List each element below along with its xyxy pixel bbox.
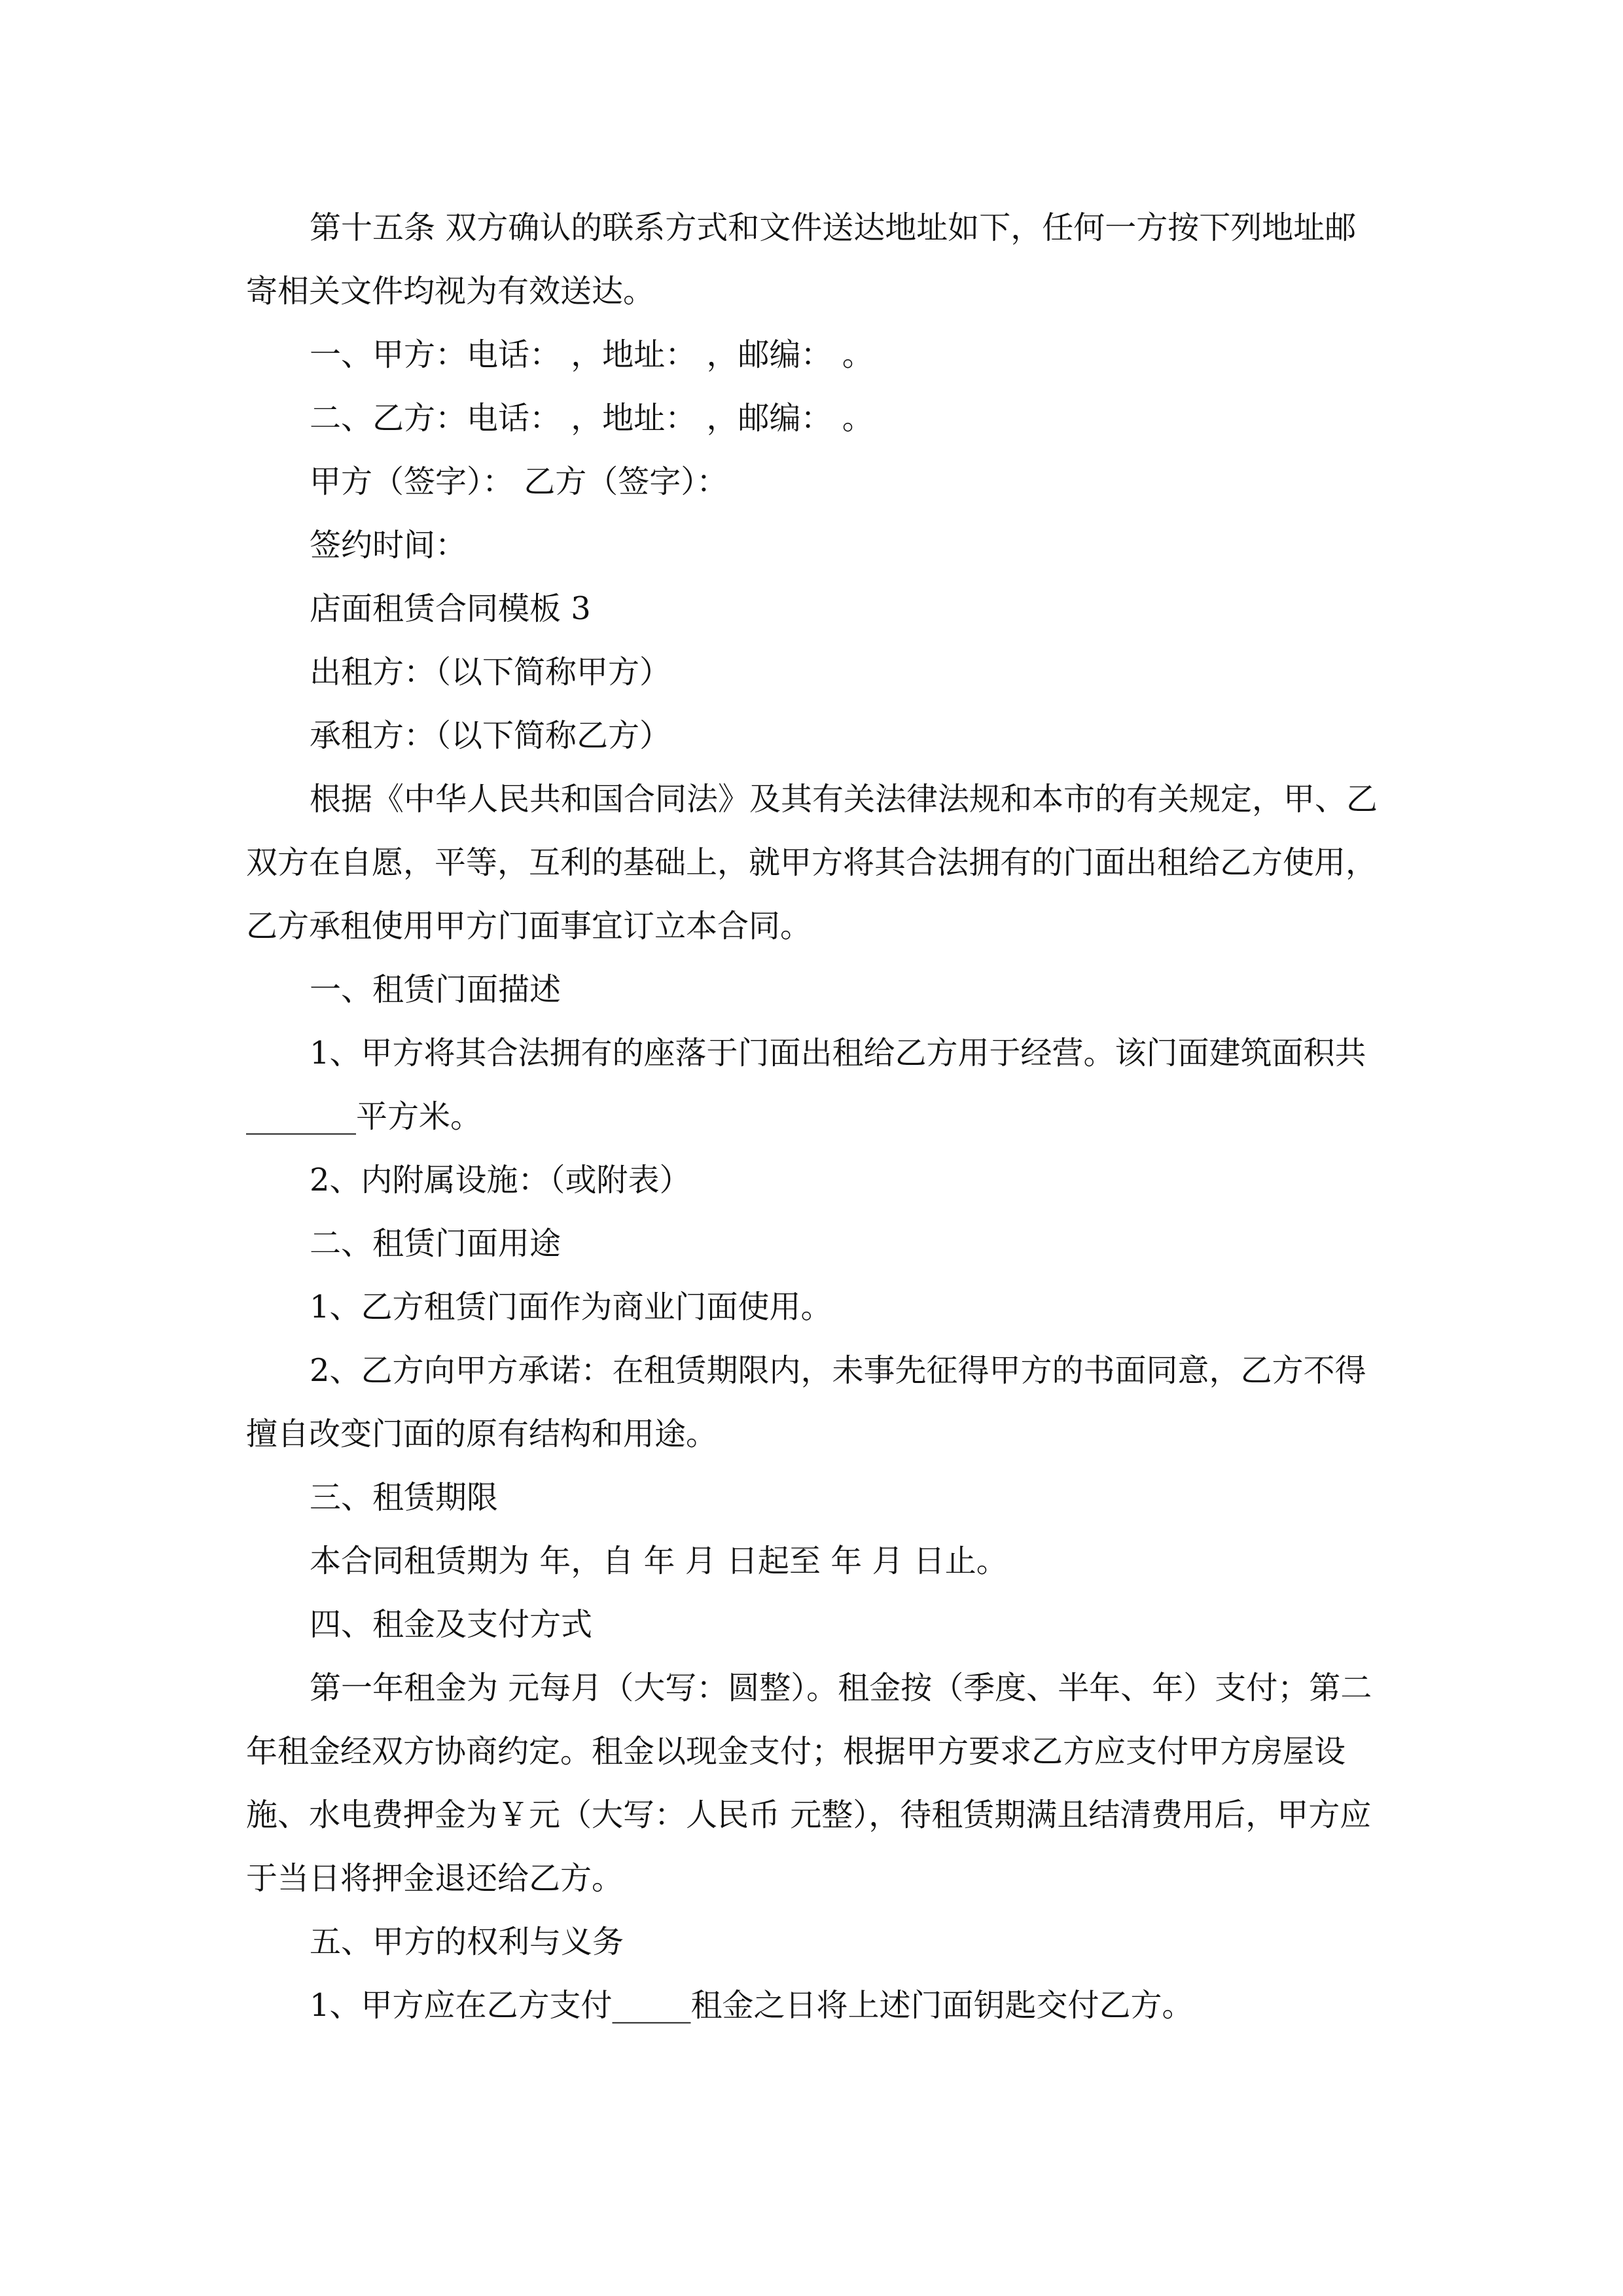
paragraph-rent: 第一年租金为 元每月（大写：圆整）。租金按（季度、半年、年）支付；第二年租金经双方协商约定。租金以现金支付；根据甲方要求乙方应支付甲方房屋设施、水电费押金为￥元（大写：人民币 元整），待租赁期满且结清费用后，甲方应于当日将押金退还给乙方。 [246, 1670, 1372, 1897]
paragraph-lessor: 出租方：（以下简称甲方） [310, 654, 671, 691]
section-heading-rent: 四、租金及支付方式 [310, 1606, 593, 1643]
paragraph-article-15: 第十五条 双方确认的联系方式和文件送达地址如下，任何一方按下列地址邮寄相关文件均视为有效送达。 [246, 209, 1357, 310]
paragraph-preamble: 根据《中华人民共和国合同法》及其有关法律法规和本市的有关规定，甲、乙双方在自愿，平等，互利的基础上，就甲方将其合法拥有的门面出租给乙方使用，乙方承租使用甲方门面事宜订立本合同。 [246, 781, 1378, 944]
section-heading-purpose: 二、租赁门面用途 [310, 1225, 562, 1262]
paragraph-signing-date: 签约时间： [310, 527, 467, 564]
paragraph-party-b-contact: 二、乙方：电话： ，地址： ，邮编： 。 [310, 400, 874, 437]
paragraph-party-a-contact: 一、甲方：电话： ，地址： ，邮编： 。 [310, 336, 874, 373]
paragraph-signatures: 甲方（签字）： 乙方（签字）： [310, 463, 728, 500]
contract-body [246, 196, 1378, 2037]
section-heading-lessor-rights: 五、甲方的权利与义务 [310, 1924, 624, 1960]
paragraph-area: 1、甲方将其合法拥有的座落于门面出租给乙方用于经营。该门面建筑面积共_______平方米。 [246, 1035, 1366, 1135]
paragraph-term: 本合同租赁期为 年，自 年 月 日起至 年 月 日止。 [310, 1543, 1008, 1579]
section-heading-description: 一、租赁门面描述 [310, 971, 562, 1008]
section-heading-term: 三、租赁期限 [310, 1479, 499, 1516]
paragraph-facilities: 2、内附属设施：（或附表） [310, 1162, 691, 1198]
paragraph-lessee: 承租方：（以下简称乙方） [310, 717, 671, 754]
paragraph-no-alteration: 2、乙方向甲方承诺：在租赁期限内，未事先征得甲方的书面同意，乙方不得擅自改变门面的原有结构和用途。 [246, 1352, 1366, 1452]
paragraph-template-title: 店面租赁合同模板 3 [310, 590, 591, 627]
paragraph-commercial-use: 1、乙方租赁门面作为商业门面使用。 [310, 1289, 832, 1325]
paragraph-key-handover: 1、甲方应在乙方支付_____租金之日将上述门面钥匙交付乙方。 [310, 1987, 1194, 2024]
